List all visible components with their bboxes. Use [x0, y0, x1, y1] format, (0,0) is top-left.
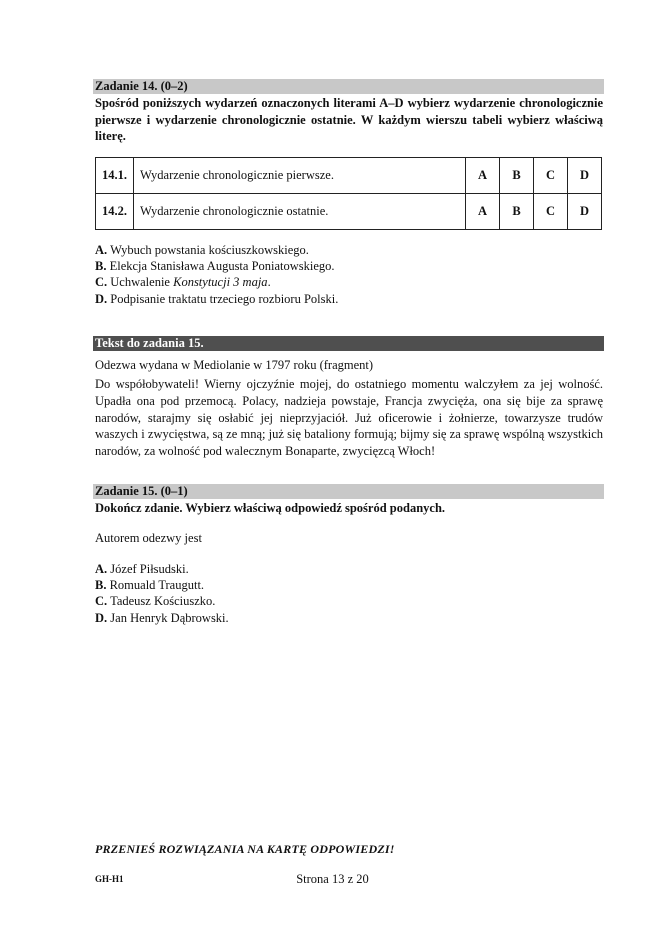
option-d-cell[interactable]: D	[568, 158, 602, 194]
page-number: Strona 13 z 20	[296, 872, 369, 886]
task-14-header: Zadanie 14. (0–2)	[93, 79, 604, 94]
transfer-note: PRZENIEŚ ROZWIĄZANIA NA KARTĘ ODPOWIEDZI!	[95, 842, 395, 856]
answer-table	[95, 157, 602, 230]
answer-option-a[interactable]: A. Józef Piłsudski.	[95, 562, 189, 576]
option-c-cell[interactable]: C	[534, 158, 568, 194]
task-15-instruction: Dokończ zdanie. Wybierz właściwą odpowiedź spośród podanych.	[95, 501, 446, 515]
table-row	[96, 158, 602, 194]
task-15-answer-list	[95, 561, 229, 626]
row-number: 14.2.	[96, 194, 134, 230]
option-b-cell[interactable]: B	[500, 158, 534, 194]
answer-option-b: B. Elekcja Stanisława Augusta Poniatowskiego.	[95, 259, 335, 274]
row-number: 14.1.	[96, 158, 134, 194]
answer-option-c[interactable]: C. Tadeusz Kościuszko.	[95, 594, 216, 609]
question-stem: Autorem odezwy jest	[95, 531, 202, 545]
row-description: Wydarzenie chronologicznie pierwsze.	[134, 158, 466, 194]
table-row	[96, 194, 602, 230]
row-description: Wydarzenie chronologicznie ostatnie.	[134, 194, 466, 230]
text-15-header: Tekst do zadania 15.	[93, 336, 604, 351]
exam-code: GH-H1	[95, 874, 124, 884]
source-title: Odezwa wydana w Mediolanie w 1797 roku (fragment)	[95, 358, 374, 372]
task-14-instruction: Spośród poniższych wydarzeń oznaczonych literami A–D wybierz wydarzenie chronologicznie pierwsze i wydarzenie chronologicznie ostatnie. W każdym wierszu tabeli wybierz właściwą literę.	[95, 96, 603, 143]
option-c-cell[interactable]: C	[534, 194, 568, 230]
answer-option-c: C. Uchwalenie Konstytucji 3 maja.	[95, 275, 271, 290]
answer-option-b[interactable]: B. Romuald Traugutt.	[95, 578, 205, 593]
option-d-cell[interactable]: D	[568, 194, 602, 230]
option-a-cell[interactable]: A	[466, 158, 500, 194]
answer-option-d[interactable]: D. Jan Henryk Dąbrowski.	[95, 610, 229, 625]
source-text: Do współobywateli! Wierny ojczyźnie mojej, do ostatniego momentu walczyłem za jej wolność. Upadła ona pod przemocą. Polacy, nadzieja powstaje, Francja zwycięża, ona się bije za sprawę narodów, starajmy się osłabić jej nieprzyjaciół. Już oficerowie i żołnierze, towarzysze trudów waszych i zwycięstwa, są ze mną; już się bataliony formują; bijmy się za sprawę wspólną wszystkich narodów, za wolność pod walecznym Bonaparte, zwycięzcą Włoch!	[95, 377, 603, 459]
answer-option-a: A. Wybuch powstania kościuszkowskiego.	[95, 243, 309, 257]
task-14-answer-list	[95, 242, 338, 307]
option-b-cell[interactable]: B	[500, 194, 534, 230]
task-15-header: Zadanie 15. (0–1)	[93, 484, 604, 499]
option-a-cell[interactable]: A	[466, 194, 500, 230]
answer-option-d: D. Podpisanie traktatu trzeciego rozbioru Polski.	[95, 291, 339, 306]
